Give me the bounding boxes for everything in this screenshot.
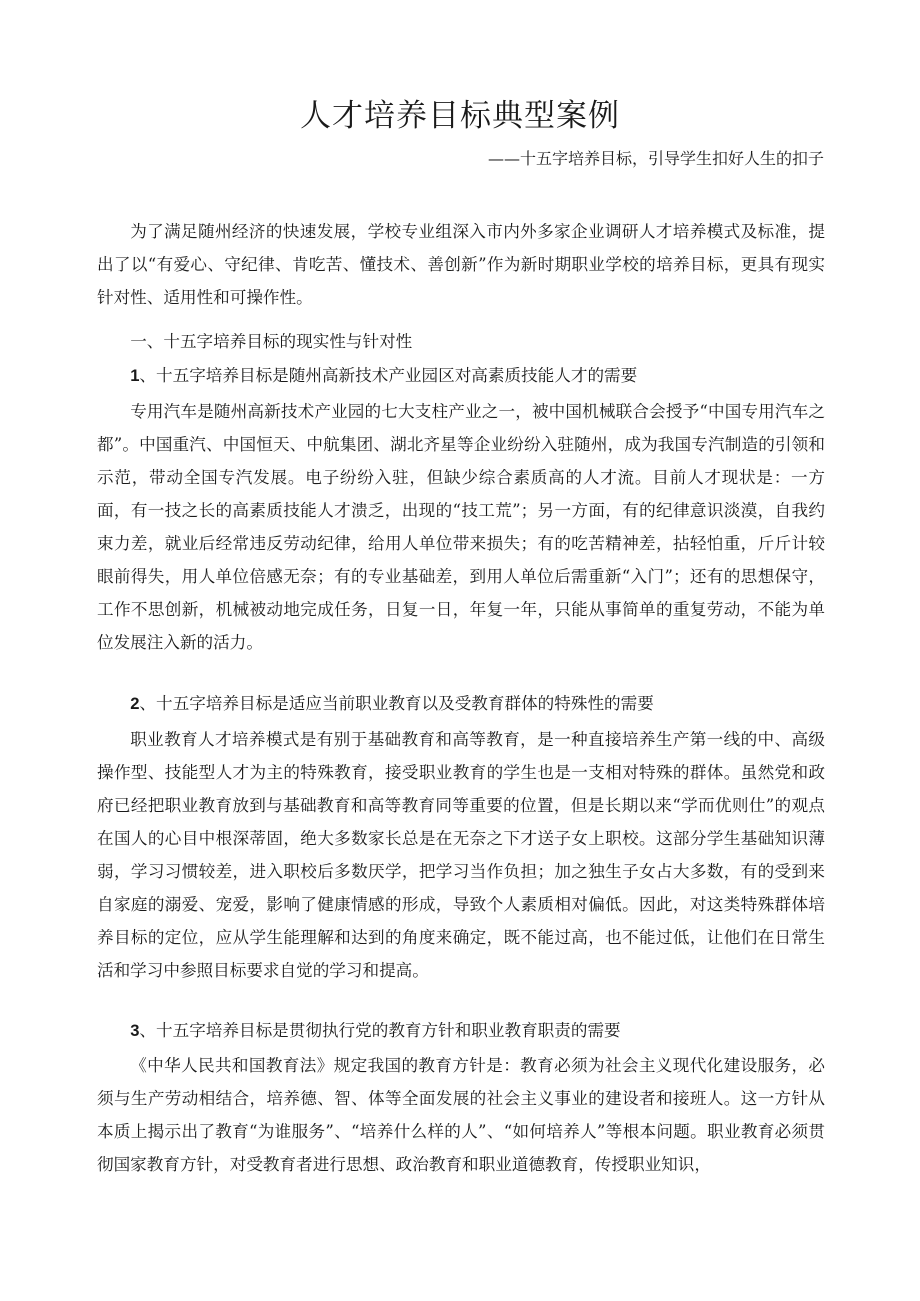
subsection-title: 、十五字培养目标是贯彻执行党的教育方针和职业教育职责的需要	[139, 1021, 621, 1040]
subsection-heading-2	[97, 687, 825, 720]
subsection-paragraph-2: 职业教育人才培养模式是有别于基础教育和高等教育，是一种直接培养生产第一线的中、高级操作型、技能型人才为主的特殊教育，接受职业教育的学生也是一支相对特殊的群体。虽然党和政府已经把职业教育放到与基础教育和高等教育同等重要的位置，但是长期以来“学而优则仕”的观点在国人的心目中根深蒂固，绝大多数家长总是在无奈之下才送子女上职校。这部分学生基础知识薄弱，学习习惯较差，进入职校后多数厌学，把学习当作负担；加之独生子女占大多数，有的受到来自家庭的溺爱、宠爱，影响了健康情感的形成，导致个人素质相对偏低。因此，对这类特殊群体培养目标的定位，应从学生能理解和达到的角度来确定，既不能过高，也不能过低，让他们在日常生活和学习中参照目标要求自觉的学习和提高。	[97, 730, 825, 980]
section-heading-1: 一、十五字培养目标的现实性与针对性	[130, 332, 413, 351]
subsection-number: 1	[130, 366, 140, 385]
subsection-number: 3	[130, 1021, 140, 1040]
subsection-title: 、十五字培养目标是随州高新技术产业园区对高素质技能人才的需要	[139, 366, 638, 385]
subsection-heading-3	[97, 1014, 825, 1047]
subsection-paragraph-1: 专用汽车是随州高新技术产业园的七大支柱产业之一，被中国机械联合会授予“中国专用汽车之都”。中国重汽、中国恒天、中航集团、湖北齐星等企业纷纷入驻随州，成为我国专汽制造的引领和示范，带动全国专汽发展。电子纷纷入驻，但缺少综合素质高的人才流。目前人才现状是：一方面，有一技之长的高素质技能人才溃乏，出现的“技工荒”；另一方面，有的纪律意识淡漠，自我约束力差，就业后经常违反劳动纪律，给用人单位带来损失；有的吃苦精神差，拈轻怕重，斤斤计较眼前得失，用人单位倍感无奈；有的专业基础差，到用人单位后需重新“入门”；还有的思想保守，工作不思创新，机械被动地完成任务，日复一日，年复一年，只能从事简单的重复劳动，不能为单位发展注入新的活力。	[97, 402, 825, 652]
intro-paragraph: 为了满足随州经济的快速发展，学校专业组深入市内外多家企业调研人才培养模式及标准，提出了以“有爱心、守纪律、肯吃苦、懂技术、善创新”作为新时期职业学校的培养目标，更具有现实针对性、适用性和可操作性。	[97, 222, 825, 307]
subsection-paragraph-3: 《中华人民共和国教育法》规定我国的教育方针是：教育必须为社会主义现代化建设服务，必须与生产劳动相结合，培养德、智、体等全面发展的社会主义事业的建设者和接班人。这一方针从本质上揭示出了教育“为谁服务”、“培养什么样的人”、“如何培养人”等根本问题。职业教育必须贯彻国家教育方针，对受教育者进行思想、政治教育和职业道德教育，传授职业知识，	[97, 1056, 825, 1174]
document-title: 人才培养目标典型案例	[300, 98, 620, 134]
subsection-number: 2	[130, 694, 140, 713]
document-subtitle: ——十五字培养目标，引导学生扣好人生的扣子	[487, 149, 824, 168]
subsection-heading-1	[97, 359, 825, 392]
subsection-title: 、十五字培养目标是适应当前职业教育以及受教育群体的特殊性的需要	[139, 694, 654, 713]
